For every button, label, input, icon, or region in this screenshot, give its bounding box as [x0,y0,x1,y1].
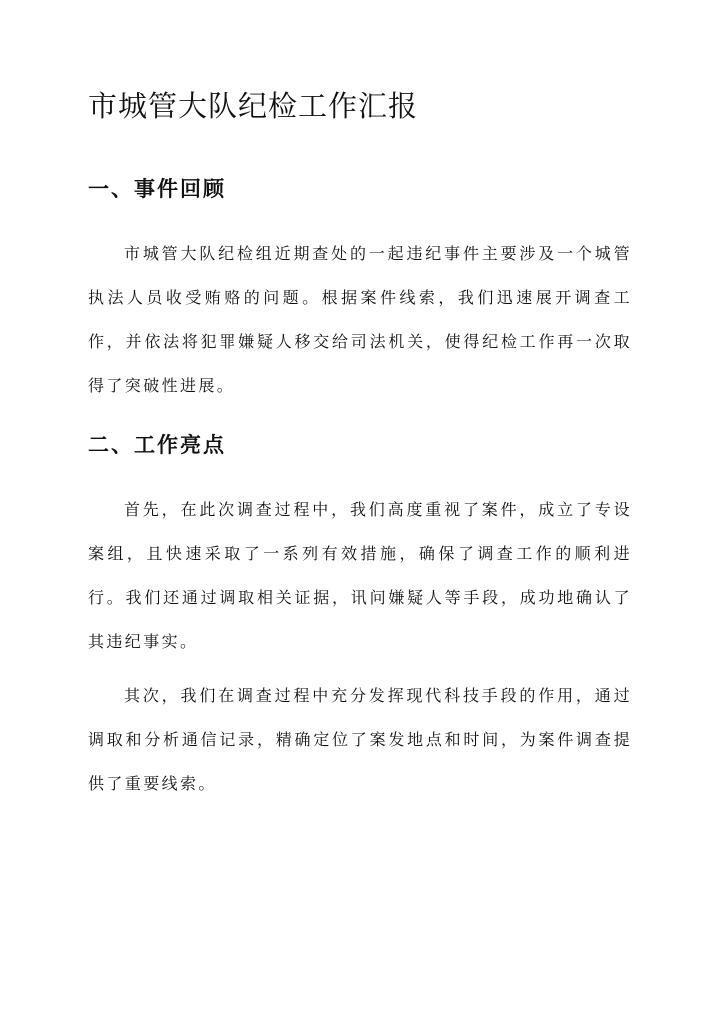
section-heading-review: 一、事件回顾 [88,176,226,201]
paragraph-review: 市城管大队纪检组近期查处的一起违纪事件主要涉及一个城管执法人员收受贿赂的问题。根据案件线索，我们迅速展开调查工作，并依法将犯罪嫌疑人移交给司法机关，使得纪检工作再一次取得了突破性进展。 [88,244,632,395]
paragraph-highlights-second: 其次，我们在调查过程中充分发挥现代科技手段的作用，通过调取和分析通信记录，精确定位了案发地点和时间，为案件调查提供了重要线索。 [88,686,632,793]
paragraph-highlights-first: 首先，在此次调查过程中，我们高度重视了案件，成立了专设案组，且快速采取了一系列有效措施，确保了调查工作的顺利进行。我们还通过调取相关证据，讯问嫌疑人等手段，成功地确认了其违纪事实。 [88,500,632,651]
section-heading-highlights: 二、工作亮点 [88,432,226,457]
document-title: 市城管大队纪检工作汇报 [88,89,419,123]
